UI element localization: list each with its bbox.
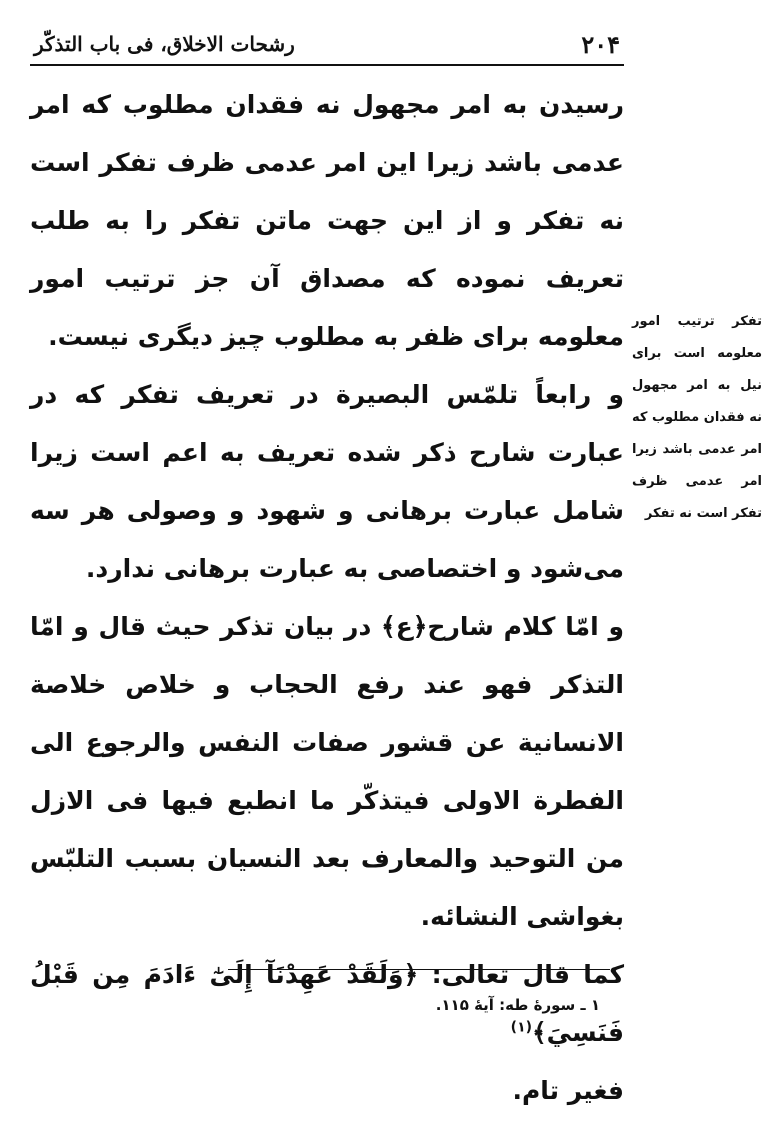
main-text: [30, 76, 624, 1120]
margin-note: تفکر ترتیب امور معلومه است برای نیل به امر مجهول نه فقدان مطلوب که امر عدمی باشد زیرا امر عدمی ظرف تفکر است نه تفکر: [632, 314, 762, 521]
running-title: رشحات الاخلاق، فی باب التذکّر: [34, 32, 295, 56]
paragraph-3: و امّا کلام شارح﴿ع﴾ در بیان تذکر حیث قال و امّا التذکر فهو عند رفع الحجاب و خلاص خلاصة الانسانیة عن قشور صفات النفس والرجوع الی الفطرة الاولی فیتذکّر ما انطبع فیها فی الازل من التوحید والمعارف بعد النسیان بسبب التلبّس بغواشی النشائه.: [30, 612, 624, 931]
closing-line: فغیر تام.: [512, 1076, 624, 1105]
page-number: ۲۰۴: [581, 30, 620, 59]
page-header: [30, 28, 624, 66]
quran-quote: ﴿وَلَقَدْ عَهِدْنَآ إِلَىٰٓ ءَادَمَ مِن قَبْلُ فَنَسِيَ﴾: [30, 960, 624, 1047]
paragraph-1: رسیدن به امر مجهول نه فقدان مطلوب که امر عدمی باشد زیرا این امر عدمی ظرف تفکر است نه تفکر و از این جهت ماتن تفکر را به طلب تعریف نموده که مصداق آن جز ترتیب امور معلومه برای ظفر به مطلوب چیز دیگری نیست.: [30, 90, 624, 351]
quote-intro: کما قال تعالی:: [418, 960, 624, 989]
paragraph-2: و رابعاً تلمّس البصیرة در تعریف تفکر که در عبارت شارح ذکر شده تعریف به اعم است زیرا شامل عبارت برهانی و شهود و وصولی هر سه می‌شود و اختصاصی به عبارت برهانی ندارد.: [30, 380, 624, 583]
footnote-ref: (۱): [510, 1019, 533, 1036]
footnote: ۱ ـ سورهٔ طه: آیهٔ ۱۱۵.: [435, 996, 600, 1014]
footnote-divider: [228, 969, 610, 970]
